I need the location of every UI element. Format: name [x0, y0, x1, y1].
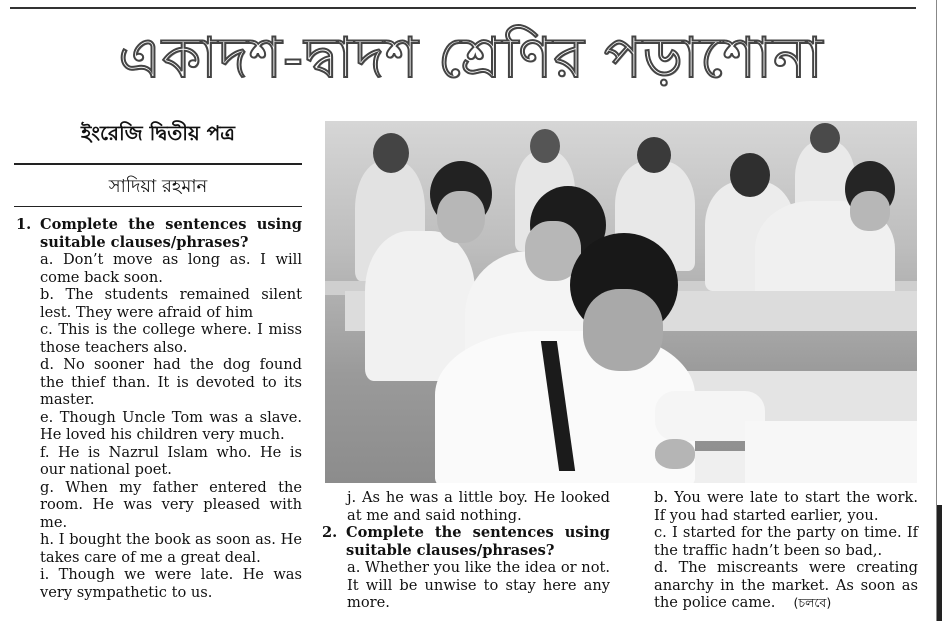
photo-student-head: [530, 129, 560, 163]
answer-item: d. No sooner had the dog found the thief than. It is devoted to its master.: [40, 356, 302, 408]
column-left: [16, 216, 302, 601]
photo-desk-right: [745, 421, 917, 483]
photo-student-face: [850, 191, 890, 231]
column-middle: [322, 489, 610, 612]
to-be-continued: (চলবে): [793, 595, 832, 610]
answer-item: a. Whether you like the idea or not. It will be unwise to stay here any more.: [347, 559, 610, 611]
question-number: 2.: [322, 524, 338, 541]
heading-rule: [14, 163, 302, 165]
answer-item: [654, 559, 918, 612]
answer-item: f. He is Nazrul Islam who. He is our national poet.: [40, 443, 302, 478]
answer-item: j. As he was a little boy. He looked at me and said nothing.: [347, 489, 610, 524]
author-rule: [14, 206, 302, 207]
photo-student-hand: [655, 439, 695, 469]
author-name: সাদিয়া রহমান: [108, 176, 208, 197]
question-2: [322, 524, 610, 559]
answer-text: d. The miscreants were creating anarchy in the market. As soon as the police came.: [654, 559, 918, 611]
answer-item: b. You were late to start the work. If you had started earlier, you.: [654, 489, 918, 524]
answer-item: b. The students remained silent lest. They were afraid of him: [40, 286, 302, 321]
masthead-title: একাদশ-দ্বাদশ শ্রেণির পড়াশোনা: [118, 26, 824, 91]
photo-student-head: [637, 137, 671, 173]
answer-item: h. I bought the book as soon as. He takes care of me a great deal.: [40, 531, 302, 566]
photo-student-face: [437, 191, 485, 243]
top-rule: [10, 7, 916, 9]
question-number: 1.: [16, 216, 32, 233]
answer-item: i. Though we were late. He was very sympathetic to us.: [40, 566, 302, 601]
photo-student-face: [583, 289, 663, 371]
answer-item: e. Though Uncle Tom was a slave. He loved his children very much.: [40, 408, 302, 443]
photo-student-head: [730, 153, 770, 197]
column-right: [654, 489, 918, 612]
answer-item: c. I started for the party on time. If the traffic hadn’t been so bad,.: [654, 524, 918, 559]
photo-student-head: [373, 133, 409, 173]
question-text: Complete the sentences using suitable clauses/phrases?: [346, 524, 610, 559]
answer-item: g. When my father entered the room. He was very pleased with me.: [40, 478, 302, 531]
edge-block: [937, 505, 942, 621]
exam-hall-photo: [325, 121, 917, 483]
answer-item: c. This is the college where. I miss those teachers also.: [40, 321, 302, 356]
answer-item: a. Don’t move as long as. I will come back soon.: [40, 251, 302, 286]
question-text: Complete the sentences using suitable clauses/phrases?: [40, 216, 302, 251]
question-1: [16, 216, 302, 251]
subject-heading: ইংরেজি দ্বিতীয় পত্র: [81, 121, 235, 145]
photo-student-head: [810, 123, 840, 153]
